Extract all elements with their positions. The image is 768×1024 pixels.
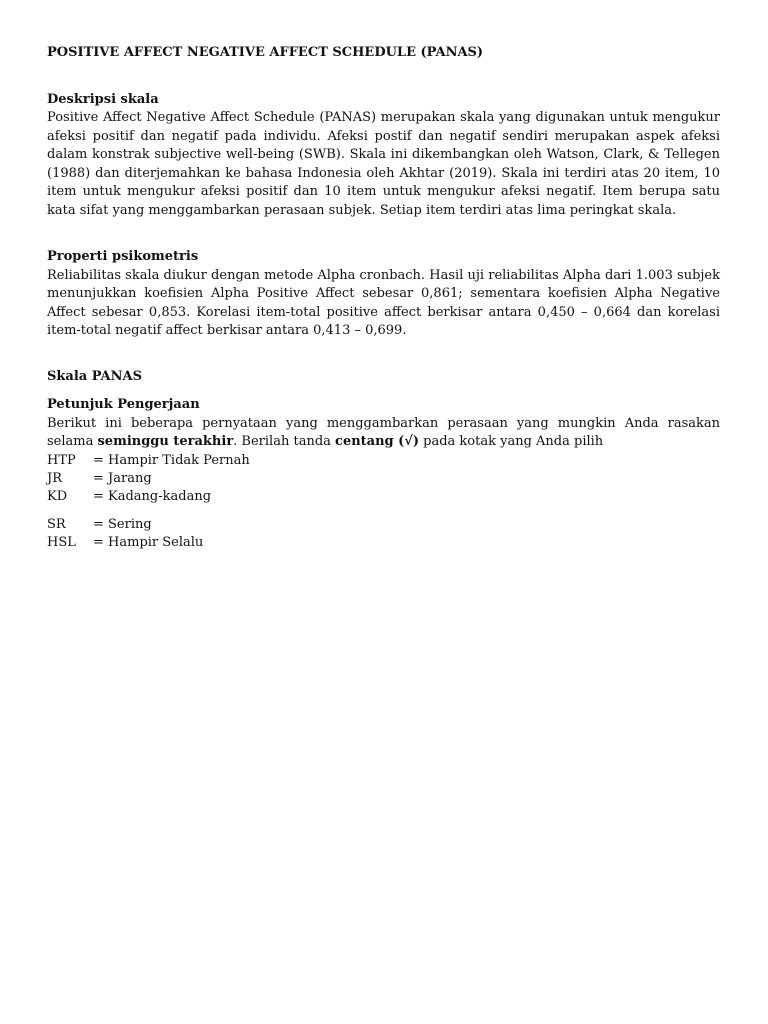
description-heading: Deskripsi skala — [47, 91, 159, 107]
instructions-text-2: . Berilah tanda — [233, 434, 336, 449]
instructions-paragraph — [47, 415, 720, 452]
legend-meaning: = Sering — [93, 516, 152, 532]
legend-code: HTP — [47, 452, 76, 468]
legend-meaning: = Hampir Selalu — [93, 534, 204, 550]
response-legend — [47, 452, 720, 552]
legend-meaning: = Jarang — [93, 470, 152, 486]
legend-row — [47, 534, 720, 552]
psychometrics-heading: Properti psikometris — [47, 249, 199, 264]
instructions-emphasis-week: seminggu terakhir — [97, 434, 234, 449]
legend-code: JR — [47, 470, 62, 486]
legend-spacer — [47, 506, 720, 516]
legend-code: KD — [47, 488, 68, 504]
psychometrics-section — [47, 248, 720, 341]
legend-code: HSL — [47, 534, 76, 550]
document-page — [47, 40, 720, 552]
instructions-section — [47, 396, 720, 552]
document-title: POSITIVE AFFECT NEGATIVE AFFECT SCHEDULE (PANAS) — [47, 45, 484, 60]
scale-heading: Skala PANAS — [47, 368, 142, 384]
instructions-text-1: Berikut ini beberapa pernyataan yang menggambarkan perasaan yang mungkin Anda rasakan selama — [47, 415, 720, 449]
scale-section — [47, 368, 720, 387]
legend-row — [47, 470, 720, 488]
instructions-text-3: pada kotak yang Anda pilih — [419, 434, 604, 449]
legend-meaning: = Kadang-kadang — [93, 488, 212, 504]
legend-meaning: = Hampir Tidak Pernah — [93, 452, 250, 468]
legend-row — [47, 452, 720, 470]
legend-row — [47, 516, 720, 534]
legend-row — [47, 488, 720, 506]
psychometrics-paragraph: Reliabilitas skala diukur dengan metode Alpha cronbach. Hasil uji reliabilitas Alpha dari 1.003 subjek menunjukkan koefisien Alpha Positive Affect sebesar 0,861; sementara koefisien Alpha Negative Affect sebesar 0,853. Korelasi item-total positive affect berkisar antara 0,450 – 0,664 dan korelasi item-total negatif affect berkisar antara 0,413 – 0,699. — [47, 267, 720, 338]
instructions-heading: Petunjuk Pengerjaan — [47, 397, 200, 412]
description-paragraph: Positive Affect Negative Affect Schedule (PANAS) merupakan skala yang digunakan untuk mengukur afeksi positif dan negatif pada individu. Afeksi postif dan negatif sendiri merupakan aspek afeksi dalam konstrak subjective well-being (SWB). Skala ini dikembangkan oleh Watson, Clark, & Tellegen (1988) dan diterjemahkan ke bahasa Indonesia oleh Akhtar (2019). Skala ini terdiri atas 20 item, 10 item untuk mengukur afeksi positif dan 10 item untuk mengukur afeksi negatif. Item berupa satu kata sifat yang menggambarkan perasaan subjek. Setiap item terdiri atas lima peringkat skala. — [47, 110, 720, 218]
description-section — [47, 91, 720, 221]
instructions-emphasis-check: centang (√) — [335, 434, 420, 449]
legend-code: SR — [47, 516, 66, 532]
